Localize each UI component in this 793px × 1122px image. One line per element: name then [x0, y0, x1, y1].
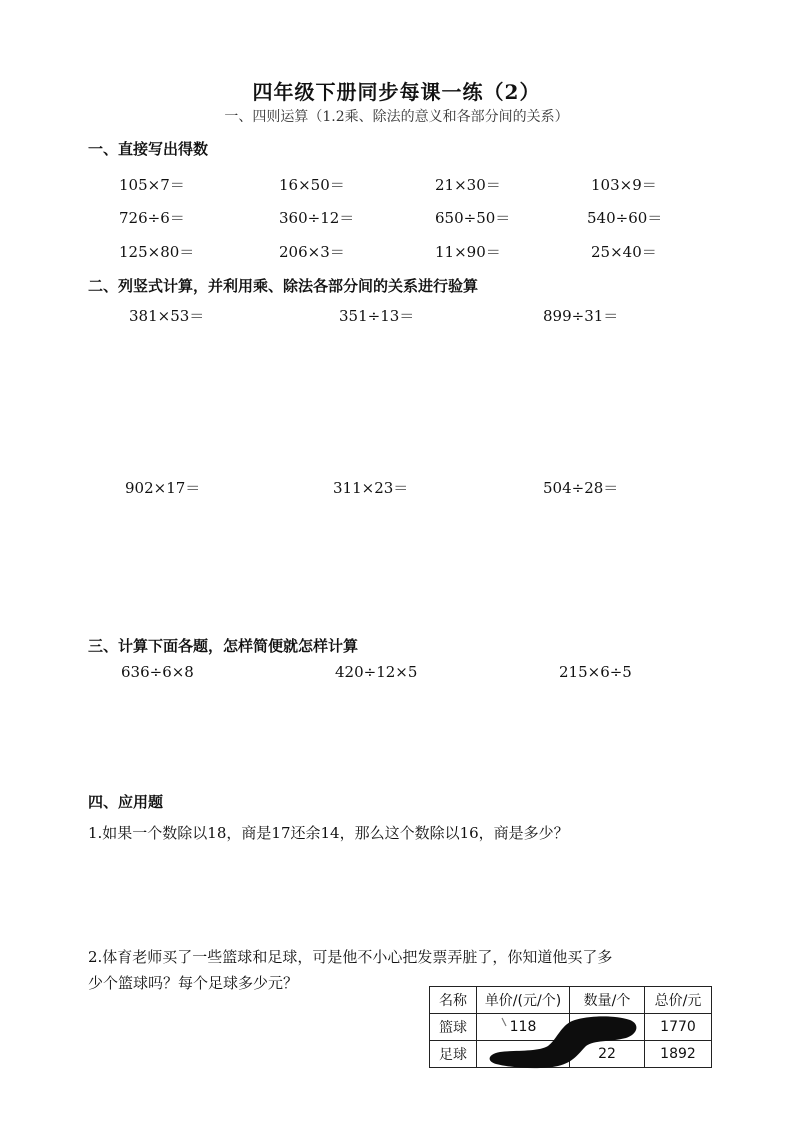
problem: 636÷6×8	[121, 663, 194, 681]
table-cell: 1770	[645, 1014, 712, 1041]
problem: 105×7＝	[119, 176, 185, 194]
table-header-cell: 单价/(元/个)	[477, 987, 570, 1014]
table-header-cell: 名称	[430, 987, 477, 1014]
problem: 215×6÷5	[559, 663, 632, 681]
problem: 311×23＝	[333, 479, 409, 497]
section2-heading: 二、列竖式计算，并利用乘、除法各部分间的关系进行验算	[88, 277, 479, 295]
table-cell: 1892	[645, 1041, 712, 1068]
table-cell: 篮球	[430, 1014, 477, 1041]
problem: 21×30＝	[435, 176, 501, 194]
section3-heading: 三、计算下面各题，怎样简便就怎样计算	[88, 637, 359, 655]
problem: 650÷50＝	[435, 209, 511, 227]
table-cell: 22	[570, 1041, 645, 1068]
table-cell: 118	[477, 1014, 570, 1041]
problem: 540÷60＝	[587, 209, 663, 227]
problem: 902×17＝	[125, 479, 201, 497]
section1-heading: 一、直接写出得数	[88, 140, 209, 158]
problem: 420÷12×5	[335, 663, 418, 681]
question-2-line2: 少个篮球吗？每个足球多少元？	[88, 974, 299, 992]
table-cell: 足球	[430, 1041, 477, 1068]
question-2-line1: 2.体育老师买了一些篮球和足球，可是他不小心把发票弄脏了，你知道他买了多	[88, 948, 613, 966]
problem: 726÷6＝	[119, 209, 185, 227]
page-title: 四年级下册同步每课一练（2）	[252, 80, 541, 104]
problem: 16×50＝	[279, 176, 345, 194]
problem: 125×80＝	[119, 243, 195, 261]
problem: 25×40＝	[591, 243, 657, 261]
problem: 206×3＝	[279, 243, 345, 261]
page-subtitle: 一、四则运算（1.2乘、除法的意义和各部分间的关系）	[224, 109, 569, 125]
question-1: 1.如果一个数除以18，商是17还余14，那么这个数除以16，商是多少？	[88, 824, 569, 842]
problem: 11×90＝	[435, 243, 501, 261]
problem: 103×9＝	[591, 176, 657, 194]
problem: 899÷31＝	[543, 307, 619, 325]
problem: 351÷13＝	[339, 307, 415, 325]
problem: 504÷28＝	[543, 479, 619, 497]
problem: 381×53＝	[129, 307, 205, 325]
section4-heading: 四、应用题	[88, 793, 164, 811]
table-header-cell: 数量/个	[570, 987, 645, 1014]
table-header-row	[430, 987, 712, 1014]
problem: 360÷12＝	[279, 209, 355, 227]
ink-smudge	[482, 1012, 642, 1072]
table-header-cell: 总价/元	[645, 987, 712, 1014]
